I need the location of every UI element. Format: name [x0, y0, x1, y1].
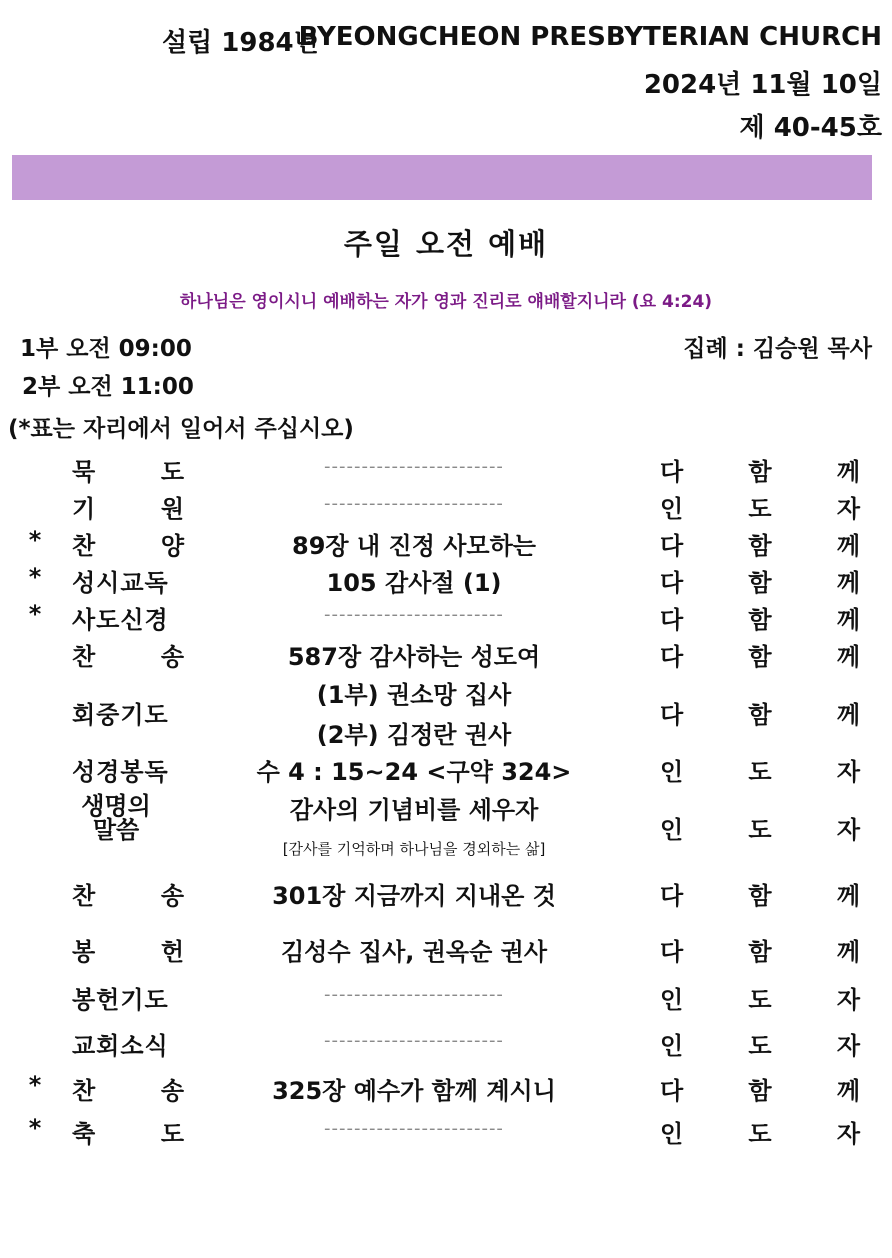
order-leader-char: 자: [836, 986, 860, 1014]
order-leader-char: 인: [660, 816, 684, 844]
order-label: [72, 695, 184, 730]
order-leader-char: 자: [836, 758, 860, 786]
order-content: 587장 감사하는 성도여: [287, 643, 541, 671]
order-label: [72, 876, 184, 911]
order-content: 301장 지금까지 지내온 것: [272, 882, 556, 910]
order-label-part: 생명의: [81, 792, 151, 820]
order-leader: [660, 526, 860, 561]
order-leader-char: 께: [836, 882, 860, 910]
order-content: 89장 내 진정 사모하는: [292, 532, 536, 560]
order-label-part: 사도신경: [72, 606, 169, 634]
order-leader-char: 함: [748, 938, 772, 966]
order-label: [72, 600, 184, 635]
founded-year: 설립 1984년: [162, 28, 319, 58]
order-label-part: 송: [160, 882, 184, 910]
order-leader: [660, 637, 860, 672]
order-content: ------------------------: [324, 604, 504, 625]
order-label-part: 성시교독: [72, 569, 169, 597]
order-content: ------------------------: [324, 456, 504, 477]
standing-star: *: [28, 600, 42, 628]
order-leader-char: 함: [748, 569, 772, 597]
standing-note: (*표는 자리에서 일어서 주십시오): [8, 416, 354, 442]
order-leader-char: 도: [748, 816, 772, 844]
order-leader: [660, 1114, 860, 1149]
order-label-part: 원: [160, 495, 184, 523]
order-content: 감사의 기념비를 세우자: [289, 796, 539, 824]
order-content-secondary: (2부) 김정란 권사: [316, 721, 512, 749]
order-label-part: 봉헌기도: [72, 986, 169, 1014]
order-leader: [660, 932, 860, 967]
order-content: ------------------------: [324, 493, 504, 514]
order-leader: [660, 1026, 860, 1061]
order-leader-char: 다: [660, 532, 684, 560]
order-label: [72, 526, 184, 561]
order-label: [72, 752, 184, 787]
standing-star: *: [28, 1114, 42, 1142]
order-leader: [660, 452, 860, 487]
order-label: [60, 794, 172, 842]
order-label-part: 봉: [72, 938, 96, 966]
order-label: [72, 1026, 184, 1061]
order-leader: [660, 1071, 860, 1106]
second-service-time: 2부 오전 11:00: [22, 374, 194, 400]
order-label-part: 양: [160, 532, 184, 560]
order-label-part: 회중기도: [72, 701, 169, 729]
order-leader: [660, 752, 860, 787]
scripture-verse: 하나님은 영이시니 예배하는 자가 영과 진리로 얘배할지니라 (요 4:24): [179, 292, 713, 312]
order-leader: [660, 600, 860, 635]
order-leader-char: 께: [836, 606, 860, 634]
order-leader-char: 다: [660, 458, 684, 486]
order-leader-char: 인: [660, 1032, 684, 1060]
order-leader-char: 께: [836, 532, 860, 560]
order-label-part: 도: [160, 1120, 184, 1148]
order-leader-char: 자: [836, 495, 860, 523]
order-leader: [660, 980, 860, 1015]
order-content: 김성수 집사, 권옥순 권사: [280, 938, 548, 966]
order-leader-char: 다: [660, 569, 684, 597]
order-label-part: 도: [160, 458, 184, 486]
order-label: [72, 1114, 184, 1149]
order-leader-char: 께: [836, 938, 860, 966]
order-leader-char: 인: [660, 986, 684, 1014]
presider: 집례 : 김승원 목사: [683, 336, 872, 362]
order-content: ------------------------: [324, 984, 504, 1005]
order-content: 수 4 : 15~24 <구약 324>: [256, 758, 572, 786]
bulletin-date: 2024년 11월 10일: [643, 70, 882, 100]
order-leader-char: 다: [660, 606, 684, 634]
standing-star: *: [28, 563, 42, 591]
order-label-part: 찬: [72, 1077, 96, 1105]
order-leader-char: 다: [660, 701, 684, 729]
order-label-part: 기: [72, 495, 96, 523]
order-leader-char: 자: [836, 1120, 860, 1148]
order-leader-char: 인: [660, 495, 684, 523]
order-leader-char: 함: [748, 643, 772, 671]
standing-star: *: [28, 526, 42, 554]
decorative-band: [12, 155, 872, 200]
order-label-part: 찬: [72, 532, 96, 560]
order-leader-char: 도: [748, 1032, 772, 1060]
order-content: ------------------------: [324, 1118, 504, 1139]
church-name: BYEONGCHEON PRESBYTERIAN CHURCH: [298, 22, 882, 52]
order-leader: [660, 810, 860, 845]
order-leader: [660, 489, 860, 524]
order-leader: [660, 695, 860, 730]
issue-number: 제 40-45호: [739, 113, 882, 143]
first-service-time: 1부 오전 09:00: [20, 336, 192, 362]
order-leader-char: 함: [748, 701, 772, 729]
order-leader-char: 함: [748, 882, 772, 910]
order-label: [72, 637, 184, 672]
order-leader: [660, 876, 860, 911]
order-leader-char: 께: [836, 643, 860, 671]
standing-star: *: [28, 1071, 42, 1099]
order-leader-char: 다: [660, 882, 684, 910]
order-leader-char: 인: [660, 758, 684, 786]
order-content: 105 감사절 (1): [326, 569, 502, 597]
order-label: [72, 563, 184, 598]
order-leader: [660, 563, 860, 598]
order-leader-char: 다: [660, 938, 684, 966]
order-content: 325장 예수가 함께 계시니: [272, 1077, 556, 1105]
order-label: [72, 452, 184, 487]
order-leader-char: 도: [748, 758, 772, 786]
order-leader-char: 께: [836, 458, 860, 486]
order-leader-char: 께: [836, 701, 860, 729]
order-leader-char: 자: [836, 816, 860, 844]
order-label-part: 교회소식: [72, 1032, 169, 1060]
order-leader-char: 다: [660, 1077, 684, 1105]
order-label-part: 묵: [72, 458, 96, 486]
order-leader-char: 자: [836, 1032, 860, 1060]
order-label-part: 성경봉독: [72, 758, 169, 786]
service-title: 주일 오전 예배: [343, 227, 549, 261]
order-leader-char: 도: [748, 986, 772, 1014]
order-label: [72, 980, 184, 1015]
order-leader-char: 인: [660, 1120, 684, 1148]
order-leader-char: 함: [748, 532, 772, 560]
order-leader-char: 께: [836, 569, 860, 597]
order-label-part: 헌: [160, 938, 184, 966]
order-leader-char: 께: [836, 1077, 860, 1105]
order-label: [72, 489, 184, 524]
order-label-part: 말씀: [92, 816, 140, 844]
order-content: ------------------------: [324, 1030, 504, 1051]
order-content-secondary: [감사를 기억하며 하나님을 경외하는 삶]: [282, 840, 546, 858]
order-leader-char: 함: [748, 1077, 772, 1105]
order-content: (1부) 권소망 집사: [316, 681, 512, 709]
order-label-part: 찬: [72, 643, 96, 671]
order-leader-char: 함: [748, 606, 772, 634]
order-leader-char: 함: [748, 458, 772, 486]
order-label: [72, 932, 184, 967]
order-label: [72, 1071, 184, 1106]
order-label-part: 송: [160, 1077, 184, 1105]
order-label-part: 찬: [72, 882, 96, 910]
order-leader-char: 다: [660, 643, 684, 671]
order-label-part: 송: [160, 643, 184, 671]
order-label-part: 축: [72, 1120, 96, 1148]
order-leader-char: 도: [748, 1120, 772, 1148]
order-leader-char: 도: [748, 495, 772, 523]
